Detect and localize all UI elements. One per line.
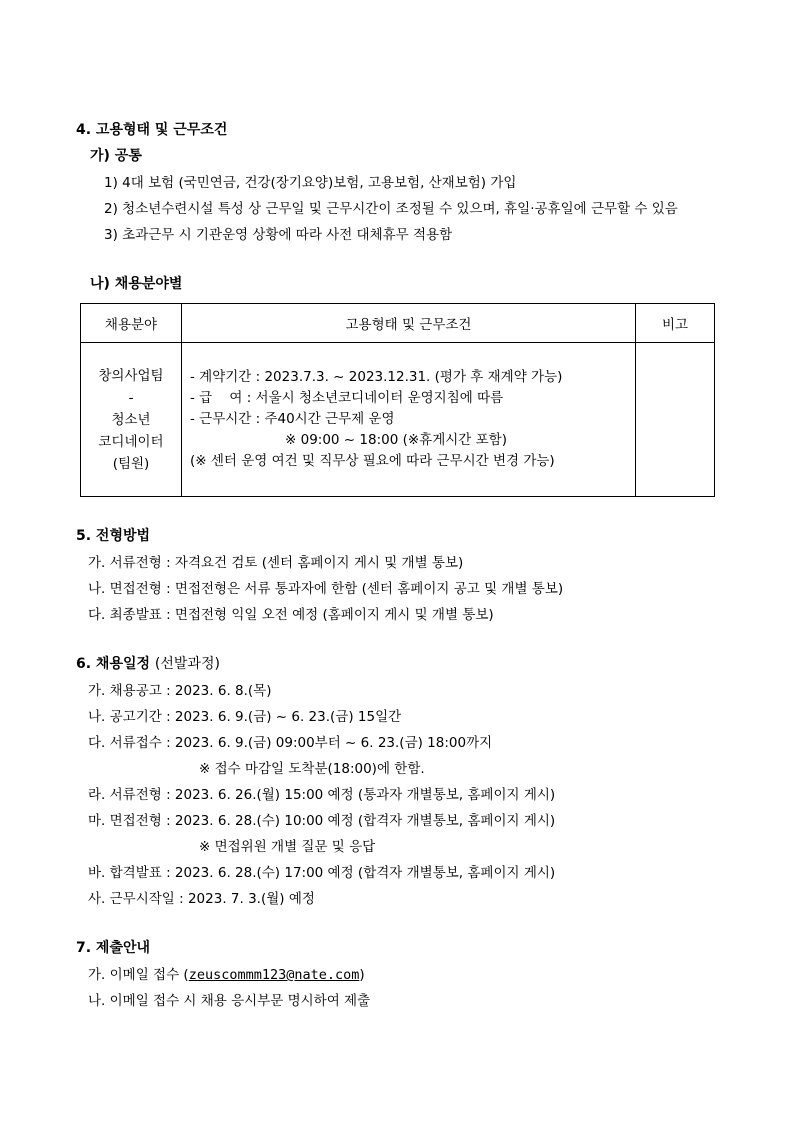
condition-note: (※ 센터 운영 여건 및 직무상 필요에 따라 근무시간 변경 가능): [190, 453, 555, 469]
section-5-item-2: 나. 면접전형 : 면접전형은 서류 통과자에 한함 (센터 홈페이지 공고 및 개별 통보): [88, 581, 564, 597]
section-6-title-note: (선발과정): [154, 656, 220, 672]
section-4a-item-3: 3) 초과근무 시 기관운영 상황에 따라 사전 대체휴무 적용함: [104, 227, 453, 243]
schedule-application-note: ※ 접수 마감일 도착분(18:00)에 한함.: [199, 761, 425, 777]
section-7-title: 7. 제출안내: [76, 940, 151, 956]
section-6-heading: [76, 653, 220, 673]
schedule-interview: 마. 면접전형 : 2023. 6. 28.(수) 10:00 예정 (합격자 개별통보, 홈페이지 게시): [88, 813, 556, 829]
condition-contract-period: - 계약기간 : 2023.7.3. ~ 2023.12.31. (평가 후 재계약 가능): [190, 369, 563, 385]
employment-conditions-table: [80, 303, 715, 497]
section-4a-item-2: 2) 청소년수련시설 특성 상 근무일 및 근무시간이 조정될 수 있으며, 휴일·공휴일에 근무할 수 있음: [104, 201, 678, 217]
field-line: -: [128, 389, 134, 406]
condition-salary: - 급 여 : 서울시 청소년코디네이터 운영지침에 따름: [190, 390, 504, 406]
section-4b-title: 나) 채용분야별: [90, 276, 183, 292]
field-line: 코디네이터: [98, 433, 164, 450]
condition-work-hours: - 근무시간 : 주40시간 근무제 운영: [190, 411, 395, 427]
section-6-title: 6. 채용일정: [76, 656, 151, 672]
schedule-application-receipt: 다. 서류접수 : 2023. 6. 9.(금) 09:00부터 ~ 6. 23.(금) 18:00까지: [88, 735, 493, 751]
remark-cell: [636, 343, 715, 497]
field-line: 청소년: [111, 411, 151, 428]
schedule-announcement: 가. 채용공고 : 2023. 6. 8.(목): [88, 683, 272, 699]
schedule-start-date: 사. 근무시작일 : 2023. 7. 3.(월) 예정: [88, 891, 315, 907]
submission-email-suffix: ): [359, 967, 365, 983]
email-link[interactable]: zeuscommm123@nate.com: [188, 967, 360, 983]
section-5-item-3: 다. 최종발표 : 면접전형 익일 오전 예정 (홈페이지 게시 및 개별 통보): [88, 607, 494, 623]
section-5-item-1: 가. 서류전형 : 자격요건 검토 (센터 홈페이지 게시 및 개별 통보): [88, 555, 464, 571]
schedule-interview-note: ※ 면접위원 개별 질문 및 응답: [199, 839, 376, 855]
schedule-document-screening: 라. 서류전형 : 2023. 6. 26.(월) 15:00 예정 (통과자 개별통보, 홈페이지 게시): [88, 787, 556, 803]
submission-email-prefix: 가. 이메일 접수 (: [88, 967, 189, 983]
header-field: 채용분야: [81, 304, 182, 343]
table-row: [81, 343, 715, 497]
section-5-title: 5. 전형방법: [76, 528, 151, 544]
condition-work-hours-note: ※ 09:00 ~ 18:00 (※휴게시간 포함): [285, 432, 507, 448]
field-line: 창의사업팀: [98, 367, 164, 384]
header-conditions: 고용형태 및 근무조건: [182, 304, 636, 343]
section-4a-title: 가) 공통: [90, 148, 142, 164]
conditions-cell: [182, 343, 636, 497]
section-4-title: 4. 고용형태 및 근무조건: [76, 122, 228, 138]
table-header-row: [81, 304, 715, 343]
header-remark: 비고: [636, 304, 715, 343]
field-line: (팀원): [112, 455, 150, 472]
section-4a-item-1: 1) 4대 보험 (국민연금, 건강(장기요양)보험, 고용보험, 산재보험) 가입: [104, 175, 517, 191]
schedule-final-announcement: 바. 합격발표 : 2023. 6. 28.(수) 17:00 예정 (합격자 개별통보, 홈페이지 게시): [88, 865, 556, 881]
schedule-posting-period: 나. 공고기간 : 2023. 6. 9.(금) ~ 6. 23.(금) 15일간: [88, 709, 402, 725]
submission-note-line: 나. 이메일 접수 시 채용 응시부문 명시하여 제출: [88, 993, 371, 1009]
submission-email-line: [88, 963, 365, 983]
field-cell: [81, 343, 182, 497]
